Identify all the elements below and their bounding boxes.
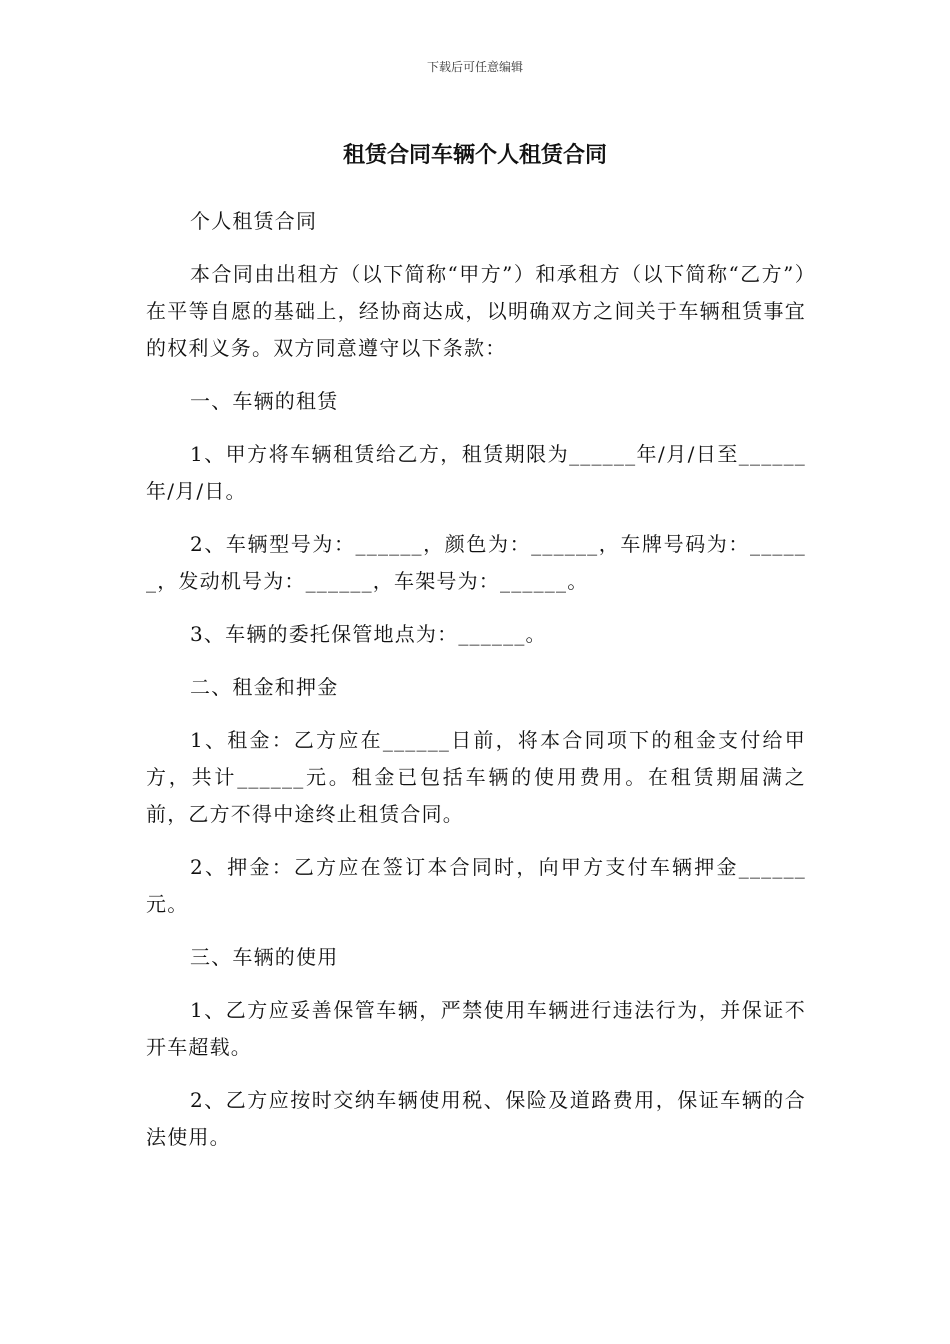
clause-rent: 1、租金：乙方应在______日前，将本合同项下的租金支付给甲方，共计______元。租金已包括车辆的使用费用。在租赁期届满之前，乙方不得中途终止租赁合同。 bbox=[146, 728, 806, 826]
section-heading-usage: 三、车辆的使用 bbox=[190, 945, 339, 969]
section-heading-rent-deposit: 二、租金和押金 bbox=[190, 675, 339, 699]
paragraph-subtitle: 个人租赁合同 bbox=[190, 209, 318, 233]
clause-rental-period: 1、甲方将车辆租赁给乙方，租赁期限为______年/月/日至______年/月/日。 bbox=[146, 442, 806, 503]
paragraph-intro: 本合同由出租方（以下简称“甲方”）和承租方（以下简称“乙方”）在平等自愿的基础上，经协商达成，以明确双方之间关于车辆租赁事宜的权利义务。双方同意遵守以下条款： bbox=[146, 262, 806, 360]
clause-safekeeping: 1、乙方应妥善保管车辆，严禁使用车辆进行违法行为，并保证不开车超载。 bbox=[146, 998, 806, 1059]
clause-fees: 2、乙方应按时交纳车辆使用税、保险及道路费用，保证车辆的合法使用。 bbox=[146, 1088, 806, 1149]
header-note: 下载后可任意编辑 bbox=[426, 60, 523, 74]
clause-vehicle-info: 2、车辆型号为：______，颜色为：______，车牌号码为：______，发动机号为：______，车架号为：______。 bbox=[146, 532, 806, 593]
clause-storage-location: 3、车辆的委托保管地点为：______。 bbox=[190, 622, 547, 646]
clause-deposit: 2、押金：乙方应在签订本合同时，向甲方支付车辆押金______元。 bbox=[146, 855, 806, 916]
section-heading-rental: 一、车辆的租赁 bbox=[190, 389, 339, 413]
document-title: 租赁合同车辆个人租赁合同 bbox=[342, 143, 607, 168]
document-body bbox=[146, 203, 806, 1172]
